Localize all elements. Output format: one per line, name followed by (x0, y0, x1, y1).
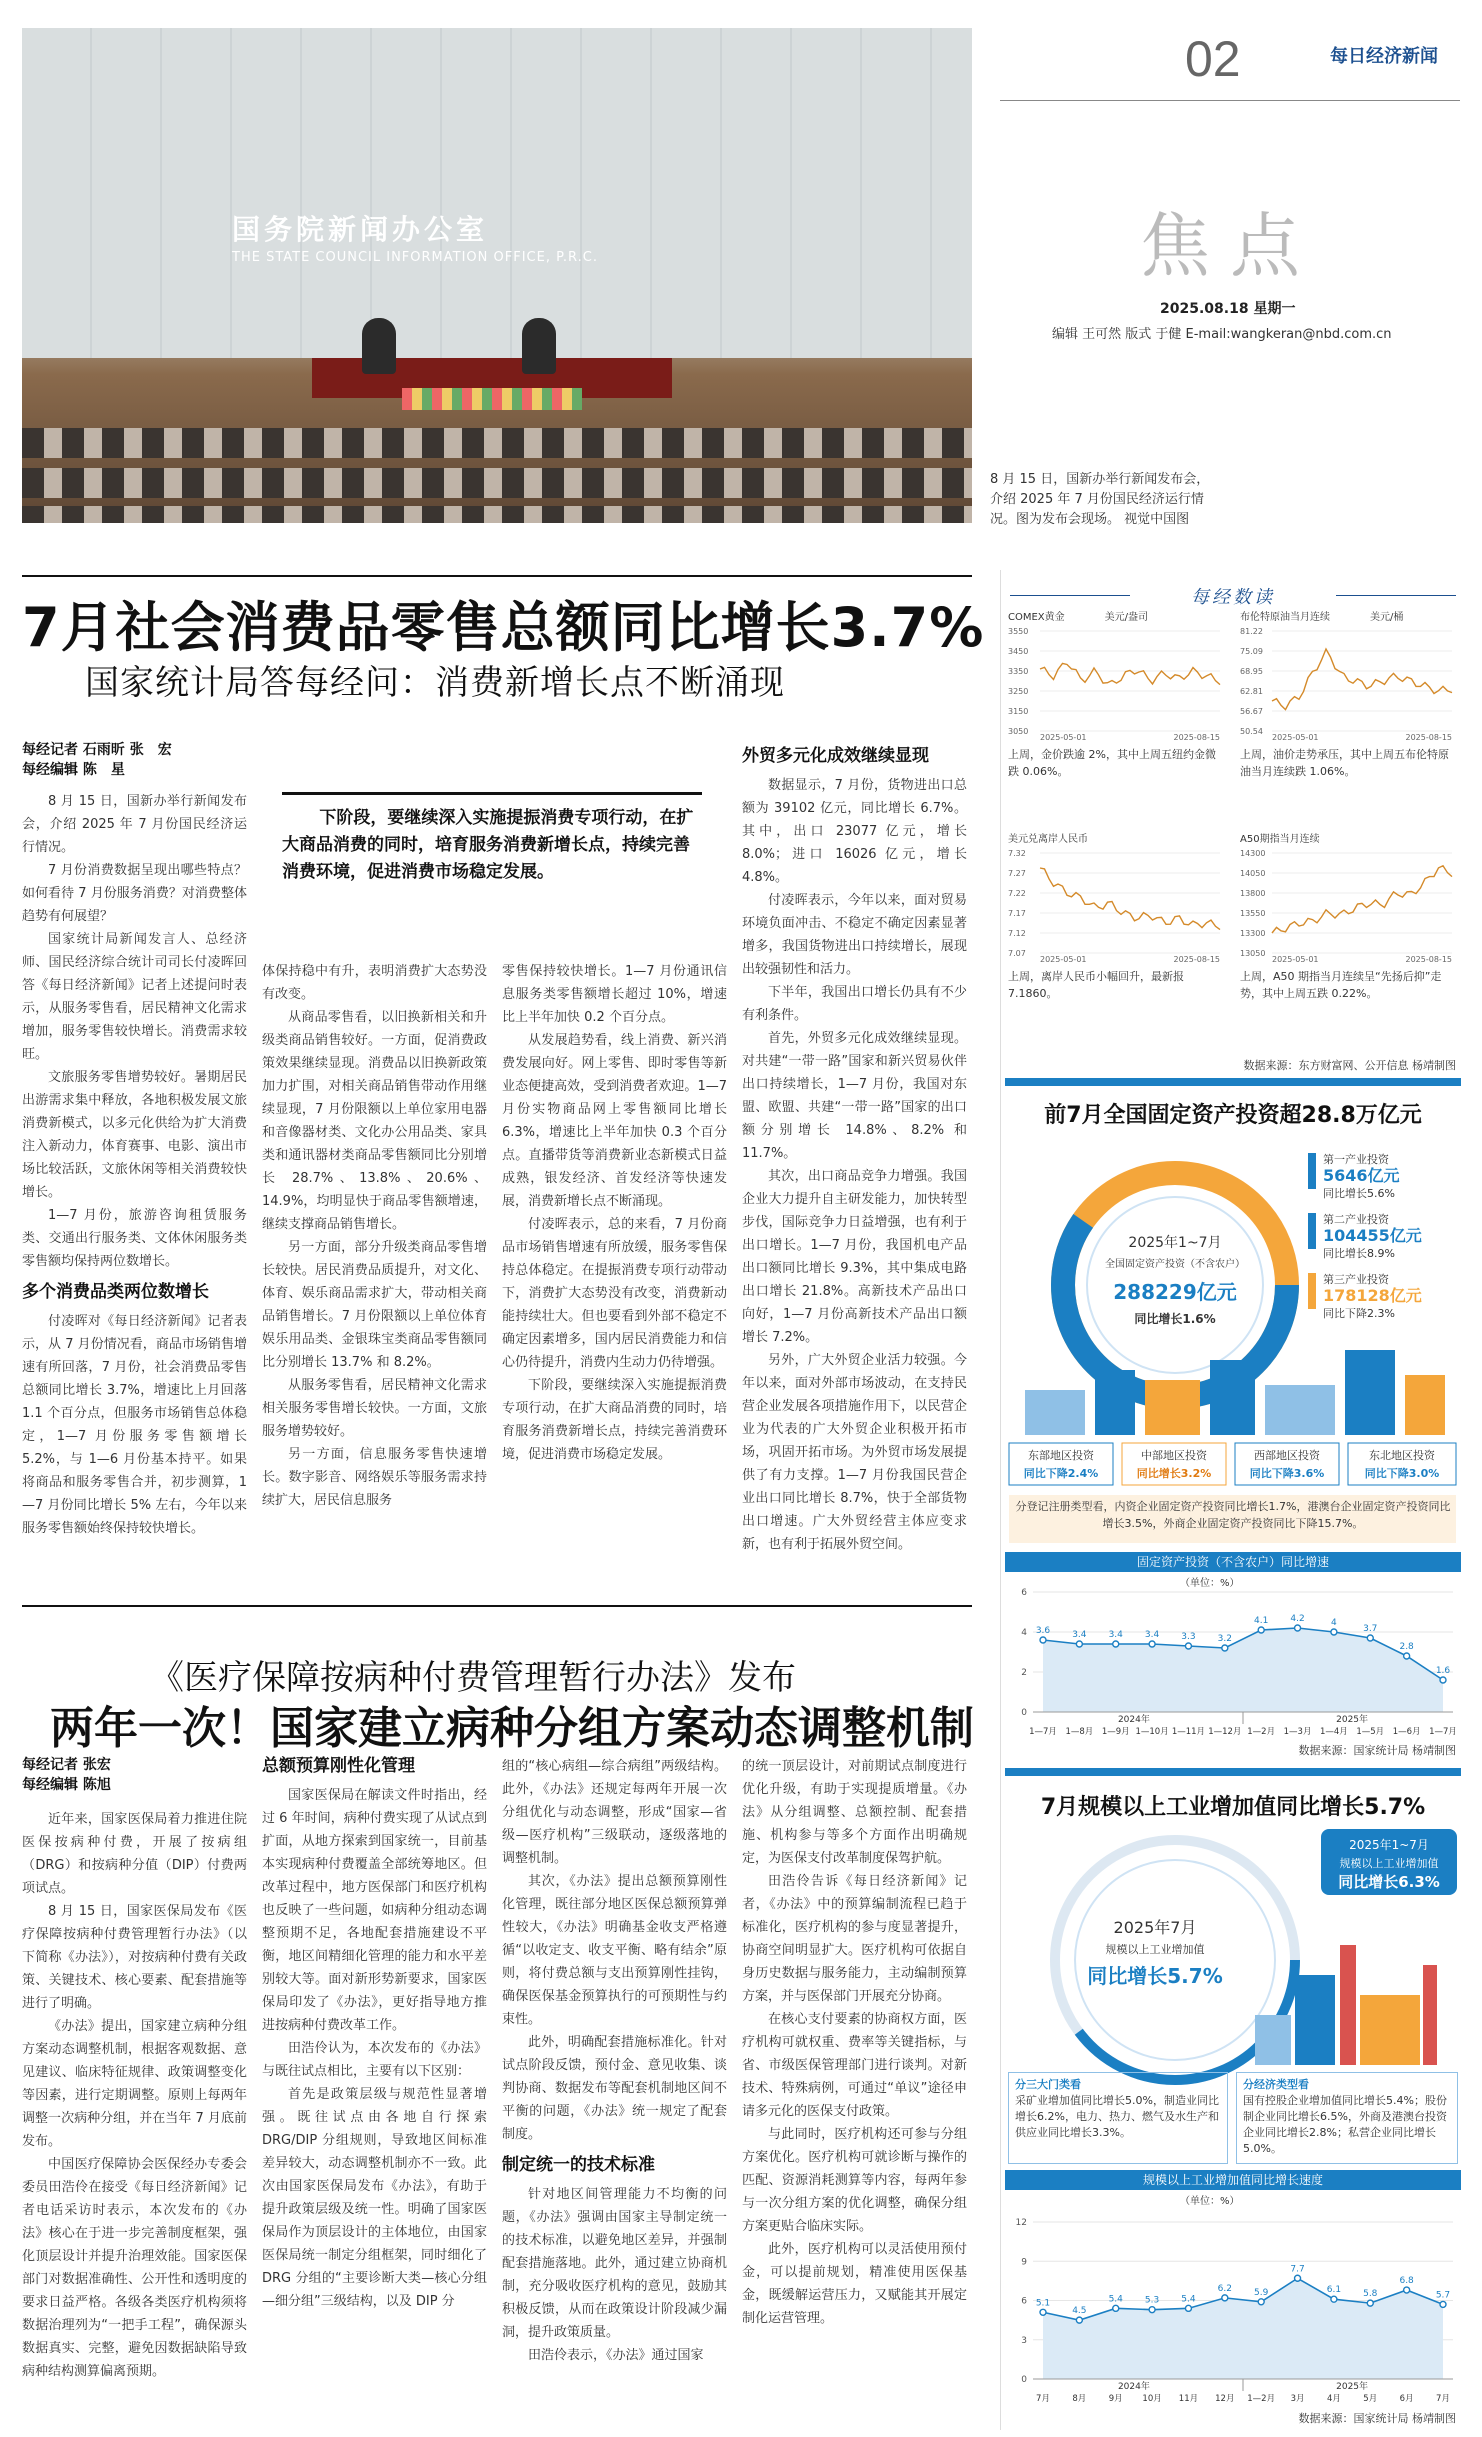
data-point (1222, 2295, 1228, 2301)
tick-label: 14050 (1240, 869, 1266, 878)
data-point (1040, 1637, 1046, 1643)
data-label: 6.1 (1326, 2285, 1342, 2296)
chimney (1423, 1965, 1437, 2065)
ind-chart-band: 规模以上工业增加值同比增长速度 (1005, 2170, 1461, 2190)
paragraph: 另一方面，部分升级类商品零售增长较快。居民消费品质提升，对文化、体育、娱乐商品需求扩大，带动相关商品销售增长。7 月份限额以上单位体育娱乐用品类、金银珠宝类商品零售额同比分别增长 13.7% 和 8.2%。 (262, 1240, 487, 1370)
column-subhead: 总额预算刚性化管理 (262, 1756, 415, 1776)
building-shape (1095, 1370, 1135, 1435)
mini-chart-caption: 上周，油价走势承压，其中上周五布伦特原油当月连续跌 1.06%。 (1240, 748, 1449, 778)
paragraph: 其次，《办法》提出总额预算刚性化管理，既往部分地区医保总额预算弹性较大，《办法》明确基金收支严格遵循“以收定支、收支平衡、略有结余”原则，将付费总额与支出预算刚性挂钩，确保医保基金预算执行的可预期性与约束性。 (502, 1874, 727, 2027)
x-tick-label: 1—5月 (1356, 1727, 1385, 1737)
paragraph: 国家统计局新闻发言人、总经济师、国民经济综合统计司司长付凌晖回答《每日经济新闻》记者上述提问时表示，从服务零售看，居民精神文化需求增加，服务零售较快增长。消费需求较旺。 (22, 932, 247, 1062)
tick-label: 14300 (1240, 849, 1266, 858)
photo-flowers (402, 388, 582, 410)
x-tick-label: 1—12月 (1208, 1727, 1242, 1737)
mini-chart-title: COMEX黄金 美元/盎司 (1008, 612, 1149, 623)
industry-name: 第一产业投资 (1323, 1153, 1389, 1166)
ind-box-ownership (1236, 2072, 1458, 2164)
x-tick-label: 11月 (1178, 2394, 1199, 2404)
region-name: 东部地区投资 (1028, 1449, 1094, 1462)
data-label: 3.6 (1035, 1626, 1051, 1636)
article1-column-1 (22, 790, 247, 1540)
article1-column-2 (262, 960, 487, 1512)
x-tick-label: 1—9月 (1101, 1727, 1130, 1737)
paragraph: 付凌晖表示，今年以来，面对贸易环境负面冲击、不稳定不确定因素显著增多，我国货物进出口持续增长，展现出较强韧性和活力。 (742, 893, 967, 977)
fai-center-sub: 全国固定资产投资（不含农户） (1105, 1259, 1245, 1270)
industry-value: 178128亿元 (1323, 1286, 1422, 1305)
tick-label: 2025-08-15 (1405, 733, 1452, 741)
paragraph: 此外，医疗机构可以灵活使用预付金，可以提前规划，精准使用医保基金，既缓解运营压力，又赋能其开展定制化运营管理。 (742, 2242, 967, 2326)
ind-ytd-sub: 规模以上工业增加值 (1339, 1857, 1439, 1870)
y-tick-label: 6 (1021, 1588, 1027, 1598)
data-label: 3.2 (1217, 1634, 1232, 1644)
x-tick-label: 7月 (1036, 2394, 1050, 2404)
paragraph: 另一方面，信息服务零售快速增长。数字影音、网络娱乐等服务需求持续扩大，居民信息服务 (262, 1447, 487, 1508)
data-point (1113, 2305, 1119, 2311)
paragraph: 《办法》提出，国家建立病种分组方案动态调整机制，根据客观数据、意见建议、临床特征规律、政策调整变化等因素，进行定期调整。原则上每两年调整一次病种分组，并在当年 7 月底前发布。 (22, 2019, 247, 2149)
ind-source: 数据来源：国家统计局 杨靖制图 (1298, 2412, 1456, 2425)
x-tick-label: 1—2月 (1247, 1727, 1276, 1737)
fai-industry-list (1308, 1152, 1422, 1320)
editor-byline: 每经编辑 陈旭 (22, 1777, 111, 1793)
data-point (1404, 1653, 1410, 1659)
data-label: 5.1 (1035, 2298, 1051, 2309)
photo-caption: 8 月 15 日，国新办举行新闻发布会，介绍 2025 年 7 月份国民经济运行情况。图为发布会现场。 视觉中国图 (990, 472, 1210, 528)
mini-chart-title: 布伦特原油当月连续 美元/桶 (1240, 612, 1404, 623)
data-label: 6.2 (1217, 2283, 1232, 2294)
data-point (1076, 1641, 1082, 1647)
article2-top-rule (22, 1605, 972, 1607)
region-name: 西部地区投资 (1254, 1449, 1320, 1462)
article1-column-3 (502, 960, 727, 1466)
ind-box-industry (1008, 2072, 1228, 2164)
x-tick-label: 10月 (1142, 2394, 1162, 2404)
data-label: 4.1 (1254, 1616, 1269, 1626)
tick-label: 7.32 (1008, 849, 1026, 858)
tick-label: 2025-08-15 (1173, 733, 1220, 741)
building-shape (1405, 1375, 1445, 1435)
x-tick-label: 1—7月 (1029, 1727, 1057, 1737)
region-name: 中部地区投资 (1141, 1449, 1207, 1462)
x-tick-label: 1—11月 (1171, 1727, 1206, 1737)
mini-chart (1240, 608, 1454, 793)
x-tick-label: 1—3月 (1283, 1727, 1312, 1737)
paragraph: 下阶段，要继续深入实施提振消费专项行动，在扩大商品消费的同时，培育服务消费新增长点，持续完善消费环境，促进消费市场稳定发展。 (502, 1378, 727, 1462)
press-conference-photo (22, 28, 972, 523)
data-point (1258, 2299, 1264, 2305)
photo-sign-en: THE STATE COUNCIL INFORMATION OFFICE, P.R.C. (232, 250, 598, 265)
paragraph: 田浩伶认为，本次发布的《办法》与既往试点相比，主要有以下区别： (262, 2041, 487, 2079)
data-point (1440, 1677, 1446, 1683)
data-point (1331, 1629, 1337, 1635)
paragraph: 近年来，国家医保局着力推进住院医保按病种付费，开展了按病组（DRG）和按病种分值（DIP）付费两项试点。 (22, 1812, 247, 1896)
column-subhead: 外贸多元化成效继续显现 (742, 746, 929, 766)
article2-kicker: 《医疗保障按病种付费管理暂行办法》发布 (150, 1658, 796, 1698)
box-title: 分三大门类看 (1015, 2078, 1081, 2091)
mini-series-line (1272, 866, 1452, 933)
tick-label: 2025-08-15 (1173, 955, 1220, 963)
data-label: 4.5 (1072, 2306, 1087, 2317)
data-label: 3.7 (1363, 1624, 1378, 1634)
mini-chart-title: A50期指当月连续 (1240, 834, 1320, 845)
pull-quote: 下阶段，要继续深入实施提振消费专项行动，在扩大商品消费的同时，培育服务消费新增长点，持续完善消费环境，促进消费市场稳定发展。 (282, 792, 702, 886)
region-growth: 同比下降3.0% (1364, 1467, 1440, 1480)
x-tick-label: 1—4月 (1319, 1727, 1348, 1737)
tick-label: 3150 (1008, 707, 1029, 716)
year-label: 2025年 (1336, 2382, 1369, 2392)
y-tick-label: 6 (1021, 2296, 1027, 2307)
title-rule-right (1336, 595, 1456, 596)
paragraph: 体保持稳中有升，表明消费扩大态势没有改变。 (262, 964, 487, 1002)
fai-chart-unit: （单位：%） (1180, 1578, 1240, 1589)
paragraph: 8 月 15 日，国家医保局发布《医疗保障按病种付费管理暂行办法》（以下简称《办法》），对按病种付费有关政策、关键技术、核心要素、配套措施等进行了明确。 (22, 1904, 247, 2011)
paragraph: 与此同时，医疗机构还可参与分组方案优化。医疗机构可就诊断与操作的匹配、资源消耗测算等内容，每两年参与一次分组方案的优化调整，确保分组方案更贴合临床实际。 (742, 2127, 967, 2234)
ind-line-chart (1005, 2200, 1461, 2405)
column-subhead: 多个消费品类两位数增长 (22, 1282, 209, 1302)
paragraph: 7 月份消费数据呈现出哪些特点？如何看待 7 月份服务消费？对消费整体趋势有何展望？ (22, 863, 247, 924)
section-title: 焦点 (1140, 205, 1320, 287)
tick-label: 75.09 (1240, 647, 1263, 656)
data-point (1113, 1641, 1119, 1647)
fai-title: 前7月全国固定资产投资超28.8万亿元 (1044, 1103, 1422, 1128)
photo-audience-row (22, 468, 972, 498)
building-shape (1210, 1360, 1255, 1435)
tick-label: 2025-08-15 (1405, 955, 1452, 963)
industry-growth: 同比下降2.3% (1323, 1307, 1395, 1320)
building-shape (1145, 1380, 1200, 1435)
headline-2: 两年一次！国家建立病种分组方案动态调整机制 (50, 1703, 974, 1754)
photo-sign-cn: 国务院新闻办公室 (232, 213, 489, 246)
photo-speaker-1 (362, 318, 396, 374)
data-label: 6.8 (1399, 2276, 1414, 2287)
paragraph: 首先，外贸多元化成效继续显现。对共建“一带一路”国家和新兴贸易伙伴出口持续增长，1—7 月份，我国对东盟、欧盟、共建“一带一路”国家的出口额分别增长 14.8%、8.2% 和 11.7%。 (742, 1031, 967, 1161)
photo-audience-row (22, 428, 972, 458)
ind-center (1075, 1860, 1275, 2060)
tick-label: 13550 (1240, 909, 1266, 918)
x-tick-label: 1—6月 (1392, 1727, 1421, 1737)
paragraph: 从发展趋势看，线上消费、新兴消费发展向好。网上零售、即时零售等新业态便捷高效，受到消费者欢迎。1—7 月份实物商品网上零售额同比增长 6.3%，增速比上半年加快 0.3 个百分点。直播带货等消费新业态新模式日益成熟，银发经济、首发经济等快速发展，消费新增长点不断涌现。 (502, 1033, 727, 1209)
ind-ytd-label: 2025年1~7月 (1349, 1838, 1429, 1852)
article2-column-1 (22, 1808, 247, 2383)
tick-label: 7.12 (1008, 929, 1026, 938)
photo-speaker-2 (522, 318, 556, 374)
year-label: 2024年 (1117, 2382, 1150, 2392)
paragraph: 田浩伶告诉《每日经济新闻》记者，《办法》中的预算编制流程已趋于标准化，医疗机构的参与度显著提升，协商空间明显扩大。医疗机构可依据自身历史数据与服务能力，主动编制预算方案，并与医保部门开展充分协商。 (742, 1874, 967, 2004)
data-label: 5.9 (1254, 2287, 1269, 2298)
data-point (1149, 2307, 1155, 2313)
paragraph: 首先是政策层级与规范性显著增强。既往试点由各地自行探索 DRG/DIP 分组规则，导致地区间标准差异较大，动态调整机制亦不一致。此次由国家医保局发布《办法》，有助于提升政策层级及统一性。明确了国家医保局作为顶层设计的主体地位，由国家医保局统一制定分组框架，同时细化了 DRG 分组的“主要诊断大类—核心分组—细分组”三级结构，以及 DIP 分 (262, 2087, 487, 2309)
data-point (1185, 1643, 1191, 1649)
ind-chart-unit: （单位：%） (1180, 2196, 1240, 2207)
x-tick-label: 8月 (1072, 2394, 1087, 2404)
x-tick-label: 3月 (1290, 2394, 1305, 2404)
building-shape (1345, 1350, 1395, 1435)
mini-chart-caption: 上周，金价跌逾 2%，其中上周五纽约金微跌 0.06%。 (1008, 748, 1216, 778)
tick-label: 2025-05-01 (1272, 733, 1319, 741)
tick-label: 7.27 (1008, 869, 1026, 878)
y-tick-label: 12 (1015, 2218, 1027, 2228)
paragraph: 组的“核心病组—综合病组”两级结构。此外，《办法》还规定每两年开展一次分组优化与动态调整，形成“国家—省级—医疗机构”三级联动，逐级落地的调整机制。 (502, 1759, 727, 1866)
data-label: 4 (1331, 1618, 1337, 1628)
factory-block (1360, 1995, 1420, 2065)
article2-column-3 (502, 1755, 727, 2367)
data-label: 5.3 (1144, 2295, 1160, 2306)
x-tick-label: 12月 (1215, 2394, 1235, 2404)
industry-value: 5646亿元 (1323, 1166, 1400, 1185)
industry-growth: 同比增长8.9% (1323, 1247, 1395, 1260)
fai-center-label: 2025年1~7月 (1128, 1235, 1222, 1251)
data-point (1367, 1635, 1373, 1641)
data-label: 5.7 (1435, 2290, 1451, 2301)
subheadline-1: 国家统计局答每经问：消费新增长点不断涌现 (85, 663, 785, 703)
page-number: 02 (1185, 31, 1241, 87)
sidebar-title: 每经数读 (1191, 587, 1275, 608)
paragraph: 的统一顶层设计，对前期试点制度进行优化升级，有助于实现提质增量。《办法》从分组调整、总额控制、配套措施、机构参与等多个方面作出明确规定，为医保支付改革制度保驾护航。 (742, 1759, 967, 1866)
mini-chart-caption: 上周，离岸人民币小幅回升，最新报 7.1860。 (1008, 970, 1184, 1000)
article2-column-2 (262, 1755, 487, 2313)
x-tick-label: 1—2月 (1247, 2394, 1276, 2404)
fai-chart-band: 固定资产投资（不含农户）同比增速 (1005, 1552, 1461, 1572)
mini-chart-plot (1008, 845, 1222, 963)
mini-chart-plot (1008, 623, 1222, 741)
article2-byline (22, 1755, 247, 1795)
tick-label: 7.17 (1008, 909, 1026, 918)
data-label: 5.4 (1181, 2294, 1196, 2305)
paragraph: 中国医疗保障协会医保经办专委会委员田浩伶在接受《每日经济新闻》记者电话采访时表示，本次发布的《办法》核心在于进一步完善制度框架，强化顶层设计并提升治理效能。国家医保部门对数据准确性、公开性和透明度的要求日益严格。各级各类医疗机构须将数据治理列为“一把手工程”，确保源头数据真实、完整，避免因数据缺陷导致病种结构测算偏离预期。 (22, 2157, 247, 2379)
tick-label: 3450 (1008, 647, 1029, 656)
industry-name: 第三产业投资 (1323, 1273, 1389, 1286)
fai-source: 数据来源：国家统计局 杨靖制图 (1298, 1744, 1456, 1757)
data-point (1404, 2287, 1410, 2293)
year-label: 2025年 (1336, 1715, 1369, 1725)
data-label: 5.4 (1108, 2294, 1123, 2305)
paragraph: 付凌晖对《每日经济新闻》记者表示，从 7 月份情况看，商品市场销售增速有所回落，7 月份，社会消费品零售总额同比增长 3.7%，增速比上月回落 1.1 个百分点，但服务市场销售总体稳定，1—7 月份服务零售额增长 5.2%，与 1—6 月份基本持平。如果将商品和服务零售合并，初步测算，1—7 月份同比增长 5% 左右，今年以来服务零售额始终保持较快增长。 (22, 1314, 247, 1536)
mini-chart (1008, 830, 1222, 1015)
tick-label: 2025-05-01 (1040, 733, 1087, 741)
article1-byline (22, 740, 247, 780)
ind-ytd-value: 同比增长6.3% (1338, 1873, 1440, 1891)
tick-label: 3050 (1008, 727, 1029, 736)
tick-label: 68.95 (1240, 667, 1263, 676)
industry-growth: 同比增长5.6% (1323, 1187, 1395, 1200)
ind-top-band (1005, 1768, 1461, 1776)
paragraph: 针对地区间管理能力不均衡的问题，《办法》强调由国家主导制定统一的技术标准，以避免地区差异，并强制配套措施落地。此外，通过建立协商机制，充分吸收医疗机构的意见，鼓励其积极反馈，从而在政策设计阶段减少漏洞，提升政策质量。 (502, 2187, 727, 2340)
mini-series-line (1040, 663, 1220, 684)
paragraph: 1—7 月份，旅游咨询租赁服务类、交通出行服务类、文体休闲服务类零售额均保持两位数增长。 (22, 1208, 247, 1269)
fai-infographic (1005, 1135, 1461, 1605)
data-point (1040, 2309, 1046, 2315)
region-growth: 同比下降3.6% (1249, 1467, 1325, 1480)
mini-chart-caption: 上周，A50 期指当月连续呈“先扬后抑”走势，其中上周五跌 0.22%。 (1240, 970, 1442, 1000)
box-title: 分经济类型看 (1243, 2078, 1309, 2091)
fai-note: 分登记注册类型看，内资企业固定资产投资同比增长1.7%，港澳台企业固定资产投资同比增长3.5%，外商企业固定资产投资同比下降15.7%。 (1015, 1500, 1451, 1530)
data-point (1222, 1645, 1228, 1651)
editor-line: 编辑 王可然 版式 于健 E-mail:wangkeran@nbd.com.cn (1052, 327, 1392, 342)
mini-chart (1008, 608, 1222, 793)
series-area (1043, 1628, 1443, 1712)
paragraph: 付凌晖表示，总的来看，7 月份商品市场销售增速有所放缓，服务零售保持总体稳定。在提振消费专项行动带动下，消费扩大态势没有改变，消费新动能持续壮大。但也要看到外部不稳定不确定因素增多，国内居民消费能力和信心仍待提升，消费内生动力仍待增强。 (502, 1217, 727, 1370)
data-label: 3.4 (1144, 1630, 1160, 1640)
fai-top-band (1005, 1078, 1461, 1086)
x-tick-label: 7月 (1436, 2394, 1450, 2404)
y-tick-label: 4 (1021, 1628, 1027, 1638)
tick-label: 13800 (1240, 889, 1266, 898)
editor-byline: 每经编辑 陈 星 (22, 762, 125, 778)
fai-line-chart (1005, 1580, 1461, 1738)
photo-wall (22, 28, 972, 358)
paragraph: 其次，出口商品竞争力增强。我国企业大力提升自主研发能力，加快转型步伐，国际竞争力日益增强，也有利于出口增长。1—7 月份，我国机电产品出口额同比增长 9.3%，其中集成电路出口增长 21.8%。高新技术产品出口向好，1—7 月份高新技术产品出口额增长 7.2%。 (742, 1169, 967, 1345)
mini-series-line (1040, 868, 1220, 930)
building-shape (1265, 1385, 1335, 1435)
mini-chart (1240, 830, 1454, 1015)
paragraph: 田浩伶表示，《办法》通过国家 (528, 2348, 704, 2363)
ind-month-sub: 规模以上工业增加值 (1105, 1943, 1205, 1956)
tick-label: 7.07 (1008, 949, 1026, 958)
mini-chart-plot (1240, 845, 1454, 963)
data-label: 3.4 (1072, 1630, 1087, 1640)
legend-swatch (1308, 1273, 1316, 1309)
x-tick-label: 4月 (1326, 2394, 1341, 2404)
data-point (1185, 2305, 1191, 2311)
ind-title: 7月规模以上工业增加值同比增长5.7% (1040, 1795, 1426, 1820)
y-tick-label: 9 (1021, 2257, 1027, 2268)
paragraph: 从商品零售看，以旧换新相关和升级类商品销售较好。一方面，促消费政策效果继续显现。消费品以旧换新政策加力扩围，对相关商品销售带动作用继续显现，7 月份限额以上单位家用电器和音像器材类、文化办公用品类、家具类和通讯器材类商品零售额同比分别增长 28.7%、13.8%、20.6%、14.9%，均明显快于商品零售额增速，继续支撑商品销售增长。 (262, 1010, 487, 1232)
tick-label: 2025-05-01 (1272, 955, 1319, 963)
data-point (1295, 2275, 1301, 2281)
box-text: 国有控股企业增加值同比增长5.4%；股份制企业同比增长6.5%，外商及港澳台投资企业同比增长2.8%；私营企业同比增长5.0%。 (1243, 2094, 1447, 2155)
year-label: 2024年 (1117, 1715, 1150, 1725)
x-tick-label: 1—7月 (1429, 1727, 1457, 1737)
paragraph: 从服务零售看，居民精神文化需求相关服务零售增长较快。一方面，文旅服务增势较好。 (262, 1378, 487, 1439)
fai-center-value: 288229亿元 (1113, 1280, 1237, 1304)
data-point (1367, 2300, 1373, 2306)
reporter-byline: 每经记者 张宏 (22, 1757, 111, 1773)
article2-column-4 (742, 1755, 967, 2330)
data-label: 3.3 (1181, 1632, 1196, 1642)
article1-column-4 (742, 745, 967, 1556)
data-label: 7.7 (1290, 2264, 1305, 2275)
newspaper-name: 每日经济新闻 (1330, 46, 1438, 67)
ind-month-value: 同比增长5.7% (1087, 1964, 1223, 1988)
data-point (1076, 2317, 1082, 2323)
reporter-byline: 每经记者 石雨昕 张 宏 (22, 742, 172, 758)
fai-center-growth: 同比增长1.6% (1134, 1312, 1216, 1326)
data-point (1440, 2301, 1446, 2307)
paragraph: 另外，广大外贸企业活力较强。今年以来，面对外部市场波动，在支持民营企业发展各项措施作用下，以民营企业为代表的广大外贸企业积极开拓市场，巩固开拓市场。为外贸市场发展提供了有力支撑。1—7 月份我国民营企业出口同比增长 8.7%，快于全部货物出口增速。广大外贸经营主体应变求新，也有利于拓展外贸空间。 (742, 1353, 967, 1552)
paragraph: 零售保持较快增长。1—7 月份通讯信息服务类零售额增长超过 10%，增速比上半年加快 0.2 个百分点。 (502, 964, 727, 1025)
y-tick-label: 2 (1021, 1668, 1027, 1678)
industry-name: 第二产业投资 (1323, 1213, 1389, 1226)
box-text: 采矿业增加值同比增长5.0%，制造业同比增长6.2%，电力、热力、燃气及水生产和供应业同比增长3.3%。 (1015, 2094, 1219, 2139)
mini-chart-plot (1240, 623, 1454, 741)
y-tick-label: 3 (1021, 2335, 1027, 2346)
paragraph: 数据显示，7 月份，货物进出口总额为 39102 亿元，同比增长 6.7%。其中，出口 23077 亿元，增长 8.0%；进口 16026 亿元，增长 4.8%。 (742, 778, 967, 885)
paragraph: 文旅服务零售增势较好。暑期居民出游需求集中释放，各地积极发展文旅消费新模式，以多元化供给为扩大消费注入新动力，体育赛事、电影、演出市场比较活跃，文旅休闲等相关消费较快增长。 (22, 1070, 247, 1200)
title-rule-left (1010, 595, 1130, 596)
tick-label: 81.22 (1240, 627, 1263, 636)
mini-chart-title: 美元兑离岸人民币 (1008, 834, 1088, 845)
tick-label: 62.81 (1240, 687, 1263, 696)
x-tick-label: 1—8月 (1065, 1727, 1094, 1737)
region-name: 东北地区投资 (1369, 1449, 1435, 1462)
headline-1: 7月社会消费品零售总额同比增长3.7% (22, 596, 985, 659)
data-label: 2.8 (1399, 1642, 1414, 1652)
region-growth: 同比增长3.2% (1136, 1467, 1212, 1480)
x-tick-label: 1—10月 (1135, 1727, 1169, 1737)
paragraph: 下半年，我国出口增长仍具有不少有利条件。 (742, 985, 967, 1023)
paragraph: 此外，明确配套措施标准化。针对试点阶段反馈，预付金、意见收集、谈判协商、数据发布等配套机制地区间不平衡的问题，《办法》统一规定了配套制度。 (502, 2035, 727, 2142)
data-label: 4.2 (1290, 1614, 1305, 1624)
photo-audience-row (22, 506, 972, 523)
region-growth: 同比下降2.4% (1023, 1467, 1099, 1480)
mini-series-line (1272, 649, 1452, 710)
tick-label: 13050 (1240, 949, 1266, 958)
data-point (1258, 1627, 1264, 1633)
tick-label: 3550 (1008, 627, 1029, 636)
paragraph: 在核心支付要素的协商权方面，医疗机构可就权重、费率等关键指标，与省、市级医保管理部门进行谈判。对新技术、特殊病例，可通过“单议”途径申请多元化的医保支付政策。 (742, 2012, 967, 2119)
data-point (1149, 1641, 1155, 1647)
article-top-rule (22, 575, 972, 577)
y-tick-label: 0 (1021, 2375, 1027, 2385)
x-tick-label: 9月 (1108, 2394, 1123, 2404)
tick-label: 56.67 (1240, 707, 1263, 716)
paragraph: 国家医保局在解读文件时指出，经过 6 年时间，病种付费实现了从试点到扩面，从地方探索到国家统一，目前基本实现病种付费覆盖全部统筹地区。但改革过程中，地方医保部门和医疗机构也反映了一些问题，如病种分组动态调整预期不足，各地配套措施建设不平衡，地区间精细化管理的能力和水平差别较大等。面对新形势新要求，国家医保局印发了《办法》，更好指导地方推进按病种付费改革工作。 (262, 1788, 487, 2033)
legend-swatch (1308, 1153, 1316, 1189)
chimney (1340, 1945, 1356, 2065)
sidebar-source: 数据来源：东方财富网、公开信息 杨靖制图 (1243, 1059, 1456, 1072)
paragraph: 8 月 15 日，国新办举行新闻发布会，介绍 2025 年 7 月份国民经济运行情况。 (22, 794, 247, 855)
tick-label: 13300 (1240, 929, 1266, 938)
y-tick-label: 0 (1021, 1708, 1027, 1718)
tick-label: 7.22 (1008, 889, 1026, 898)
issue-date: 2025.08.18 星期一 (1160, 301, 1296, 317)
data-point (1331, 2296, 1337, 2302)
masthead-rule (1000, 100, 1460, 101)
fai-region-boxes (1009, 1443, 1456, 1485)
tick-label: 3250 (1008, 687, 1029, 696)
factory-block (1295, 1975, 1335, 2065)
data-label: 5.8 (1363, 2289, 1378, 2300)
legend-swatch (1308, 1213, 1316, 1249)
x-tick-label: 6月 (1399, 2394, 1414, 2404)
building-shape (1025, 1390, 1085, 1435)
column-subhead: 制定统一的技术标准 (502, 2155, 655, 2175)
data-label: 1.6 (1435, 1666, 1451, 1676)
factory-block (1255, 2015, 1291, 2065)
tick-label: 3350 (1008, 667, 1029, 676)
data-label: 3.4 (1108, 1630, 1123, 1640)
ind-month-label: 2025年7月 (1113, 1918, 1197, 1937)
x-tick-label: 5月 (1363, 2394, 1378, 2404)
series-area (1043, 2278, 1443, 2379)
tick-label: 2025-05-01 (1040, 955, 1087, 963)
industry-value: 104455亿元 (1323, 1226, 1422, 1245)
tick-label: 50.54 (1240, 727, 1263, 736)
data-point (1295, 1625, 1301, 1631)
